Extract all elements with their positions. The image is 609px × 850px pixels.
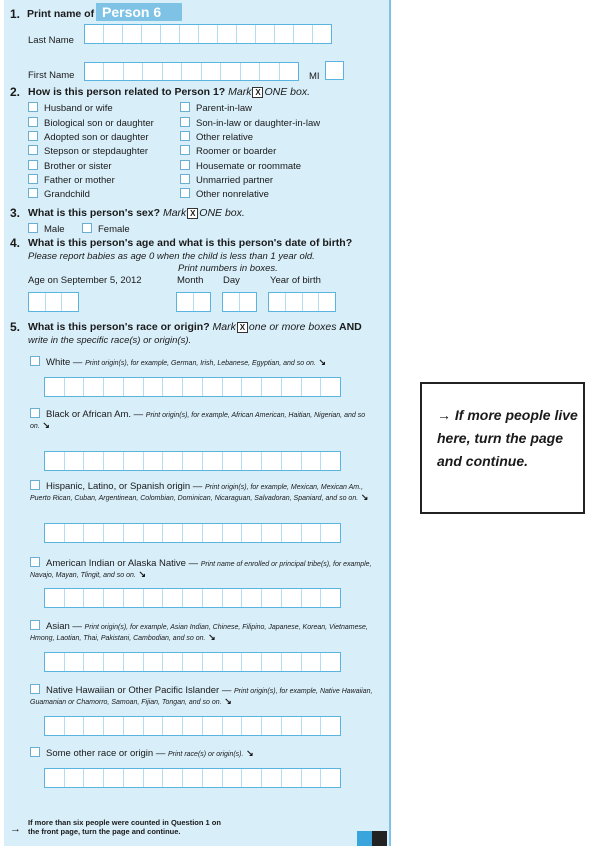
first-name-field[interactable] [84,62,299,81]
q1-label: Print name of [27,8,95,20]
month-label: Month [177,275,204,286]
age-label: Age on September 5, 2012 [28,275,142,286]
q5-question: What is this person's race or origin? Mark X one or more boxes AND [28,321,362,333]
checkbox[interactable] [180,188,190,198]
mi-label: MI [309,71,320,82]
person-tag: Person 6 [96,3,182,21]
checkbox[interactable] [82,223,92,233]
q1-number: 1. [10,7,21,21]
race-other-field[interactable] [44,768,341,788]
relation-option[interactable]: Roomer or boarder [180,145,276,157]
checkbox[interactable] [30,557,40,567]
q2-question: How is this person related to Person 1? Mark X ONE box. [28,86,311,98]
race-option-asian[interactable]: Asian — Print origin(s), for example, Asian Indian, Chinese, Filipino, Japanese, Korean, Vietnamese, Hmong, Laotian, Thai, Pakistani, Cambodian, and so on. ↘ [30,621,368,642]
race-option-american-indian[interactable]: American Indian or Alaska Native — Print name of enrolled or principal tribe(s), for example, Navajo, Mayan, Tlingit, and so on. ↘ [30,558,372,579]
race-black-field[interactable] [44,451,341,471]
race-asian-field[interactable] [44,652,341,672]
q3-question: What is this person's sex? Mark X ONE box. [28,207,245,219]
relation-option[interactable]: Biological son or daughter [28,117,154,129]
q5-instruction: write in the specific race(s) or origin(s). [28,335,192,346]
corner-marker [357,831,372,846]
checkbox[interactable] [28,117,38,127]
checkbox[interactable] [180,160,190,170]
relation-option[interactable]: Son-in-law or daughter-in-law [180,117,320,129]
checkbox[interactable] [28,131,38,141]
race-option-white[interactable]: White — Print origin(s), for example, German, Irish, Lebanese, Egyptian, and so on. ↘ [30,356,375,368]
arrow-down-icon: ↘ [138,569,147,579]
checkbox[interactable] [28,223,38,233]
arrow-down-icon: ↘ [318,357,326,367]
last-name-label: Last Name [28,35,74,46]
checkbox[interactable] [180,117,190,127]
checkbox[interactable] [30,747,40,757]
year-label: Year of birth [270,275,321,286]
checkbox[interactable] [28,188,38,198]
checkbox[interactable] [30,480,40,490]
last-name-field[interactable] [84,24,332,44]
checkbox[interactable] [30,408,40,418]
footnote: If more than six people were counted in Question 1 on the front page, turn the page and continue. [28,818,221,836]
relation-option[interactable]: Other relative [180,131,253,143]
corner-marker [372,831,387,846]
q3-number: 3. [10,206,21,220]
relation-option[interactable]: Stepson or stepdaughter [28,145,148,157]
sex-option-male[interactable]: Male [28,223,65,235]
relation-option[interactable]: Other nonrelative [180,188,269,200]
race-option-other[interactable]: Some other race or origin — Print race(s) or origin(s). ↘ [30,747,375,759]
arrow-down-icon: ↘ [360,492,369,502]
race-option-black[interactable]: Black or African Am. — Print origin(s), for example, African American, Haitian, Nigerian, and so on. ↘ [30,409,366,430]
q4-note: Please report babies as age 0 when the child is less than 1 year old. [28,251,315,262]
checkbox[interactable] [30,620,40,630]
q4-question: What is this person's age and what is this person's date of birth? [28,237,353,249]
race-option-hispanic[interactable]: Hispanic, Latino, or Spanish origin — Print origin(s), for example, Mexican, Mexican Am., Puerto Rican, Cuban, Argentinean, Colombian, Dominican, Nicaraguan, Salvadoran, Spaniard, and so on. ↘ [30,481,369,502]
q4-number: 4. [10,236,21,250]
relation-option[interactable]: Brother or sister [28,160,112,172]
callout-text: → If more people live here, turn the page and continue. [437,407,578,469]
age-field[interactable] [28,292,79,312]
first-name-label: First Name [28,70,75,81]
checkbox[interactable] [180,102,190,112]
checkbox[interactable] [180,131,190,141]
race-native-hawaiian-field[interactable] [44,716,341,736]
year-field[interactable] [268,292,336,312]
x-mark-icon: X [187,208,198,219]
relation-option[interactable]: Husband or wife [28,102,113,114]
day-label: Day [223,275,240,286]
relation-option[interactable]: Grandchild [28,188,90,200]
arrow-down-icon: ↘ [208,632,216,642]
x-mark-icon: X [252,87,263,98]
arrow-down-icon: ↘ [246,748,254,758]
relation-option[interactable]: Adopted son or daughter [28,131,149,143]
race-white-field[interactable] [44,377,341,397]
sex-option-female[interactable]: Female [82,223,130,235]
checkbox[interactable] [28,174,38,184]
relation-option[interactable]: Housemate or roommate [180,160,301,172]
race-option-native-hawaiian[interactable]: Native Hawaiian or Other Pacific Islander — Print origin(s), for example, Native Hawaiian, Guamanian or Chamorro, Samoan, Fijian, Tongan, and so on. ↘ [30,685,373,706]
arrow-down-icon: ↘ [42,420,50,430]
checkbox[interactable] [30,684,40,694]
callout-box [420,382,585,514]
checkbox[interactable] [28,145,38,155]
checkbox[interactable] [180,174,190,184]
relation-option[interactable]: Father or mother [28,174,115,186]
q4-print-numbers: Print numbers in boxes. [178,263,278,274]
checkbox[interactable] [28,102,38,112]
q2-number: 2. [10,85,21,99]
day-field[interactable] [222,292,257,312]
checkbox[interactable] [30,356,40,366]
x-mark-icon: X [237,322,248,333]
race-hispanic-field[interactable] [44,523,341,543]
checkbox[interactable] [180,145,190,155]
race-american-indian-field[interactable] [44,588,341,608]
checkbox[interactable] [28,160,38,170]
relation-option[interactable]: Unmarried partner [180,174,273,186]
q5-number: 5. [10,320,21,334]
arrow-right-icon: → [10,823,21,835]
month-field[interactable] [176,292,211,312]
relation-option[interactable]: Parent-in-law [180,102,252,114]
arrow-down-icon: ↘ [224,696,232,706]
mi-field[interactable] [325,61,344,80]
